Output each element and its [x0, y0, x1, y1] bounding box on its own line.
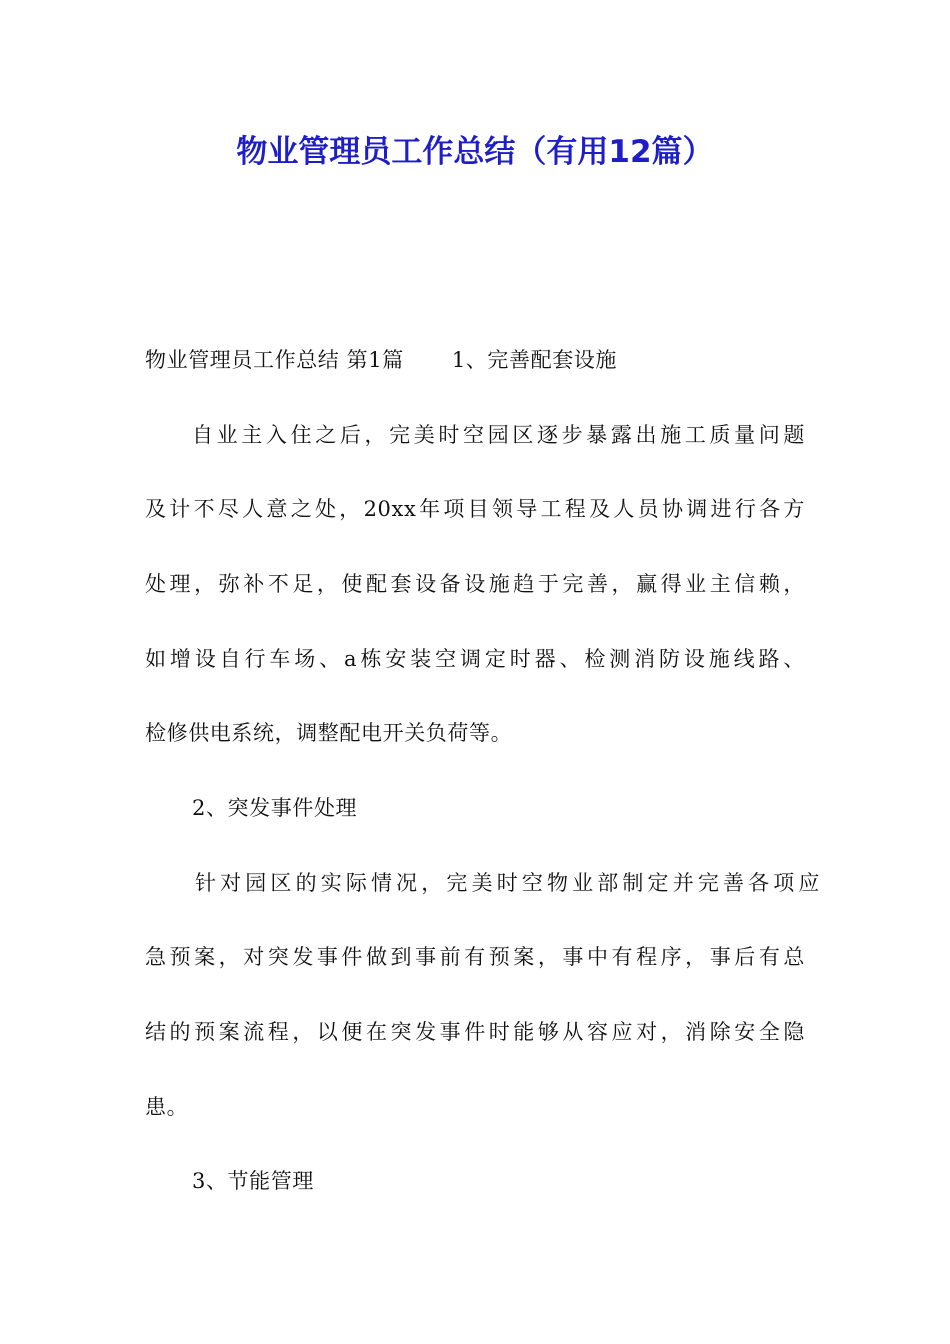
- section-3-heading: 3、节能管理: [192, 1169, 314, 1193]
- section-1-heading: 1、完善配套设施: [451, 348, 618, 372]
- article-header-line: [145, 343, 617, 377]
- paragraph-line: 及计不尽人意之处，20xx年项目领导工程及人员协调进行各方: [145, 497, 805, 521]
- paragraph-line: 如增设自行车场、a栋安装空调定时器、检测消防设施线路、: [145, 647, 805, 671]
- section-2-heading: 2、突发事件处理: [192, 796, 358, 820]
- paragraph-line: 处理，弥补不足，使配套设备设施趋于完善，赢得业主信赖，: [145, 572, 805, 596]
- document-title: 物业管理员工作总结（有用12篇）: [236, 134, 714, 170]
- article-label: 物业管理员工作总结 第1篇: [145, 348, 404, 372]
- paragraph-line: 急预案，对突发事件做到事前有预案，事中有程序，事后有总: [145, 945, 805, 969]
- paragraph-line: 结的预案流程，以便在突发事件时能够从容应对，消除安全隐: [145, 1020, 805, 1044]
- paragraph-line: 针对园区的实际情况，完美时空物业部制定并完善各项应: [195, 871, 820, 895]
- paragraph-line: 自业主入住之后，完美时空园区逐步暴露出施工质量问题: [192, 423, 805, 447]
- paragraph-line: 检修供电系统，调整配电开关负荷等。: [145, 721, 513, 745]
- paragraph-line: 患。: [145, 1095, 189, 1119]
